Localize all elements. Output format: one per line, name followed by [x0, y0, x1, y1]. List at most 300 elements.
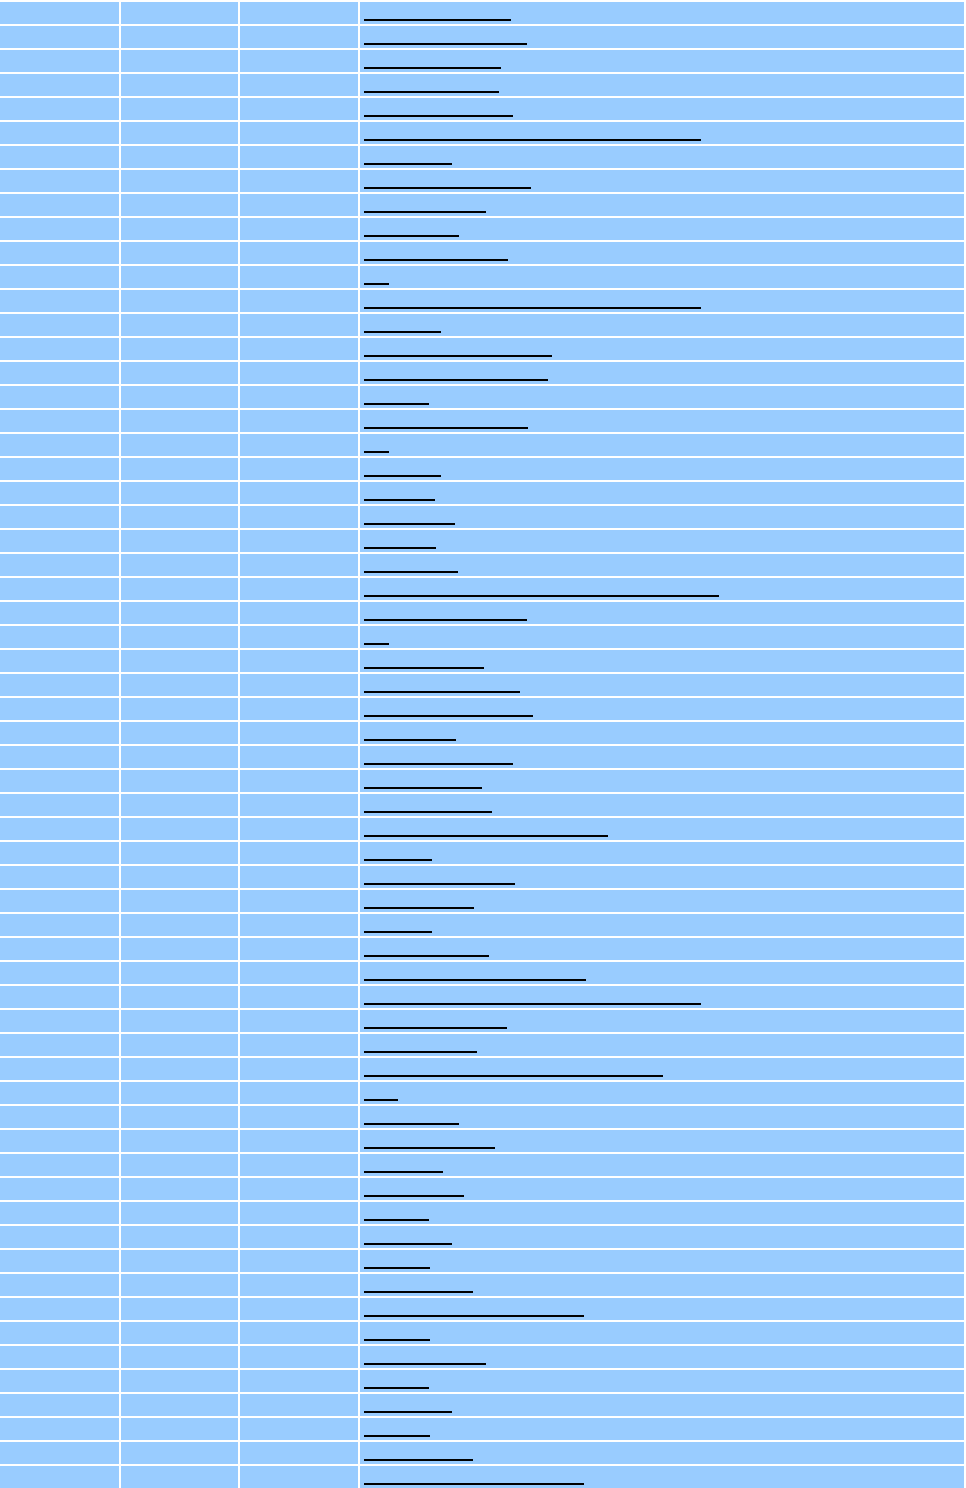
- table-cell-col2: [121, 1250, 238, 1272]
- table-cell-col2: [121, 914, 238, 936]
- table-cell-col2: [121, 506, 238, 528]
- table-cell-col1: [0, 1250, 119, 1272]
- table-row: [0, 1442, 966, 1464]
- table-cell-col4: [360, 1466, 964, 1488]
- table-cell-col2: [121, 866, 238, 888]
- table-row: [0, 2, 966, 24]
- table-row: [0, 650, 966, 672]
- table-cell-col4: [360, 842, 964, 864]
- table-cell-col3: [240, 1466, 358, 1488]
- table-cell-col2: [121, 434, 238, 456]
- table-cell-col4: [360, 866, 964, 888]
- link-underline[interactable]: [364, 163, 452, 165]
- table-row: [0, 1130, 966, 1152]
- table-row: [0, 602, 966, 624]
- table-cell-col3: [240, 218, 358, 240]
- table-cell-col4: [360, 1274, 964, 1296]
- table-cell-col1: [0, 1010, 119, 1032]
- table-cell-col1: [0, 458, 119, 480]
- link-underline[interactable]: [364, 907, 474, 909]
- link-underline[interactable]: [364, 523, 455, 525]
- link-underline[interactable]: [364, 307, 701, 309]
- table-row: [0, 938, 966, 960]
- table-row: [0, 146, 966, 168]
- table-cell-col4: [360, 962, 964, 984]
- table-cell-col2: [121, 1154, 238, 1176]
- link-underline[interactable]: [364, 67, 501, 69]
- table-cell-col3: [240, 1034, 358, 1056]
- table-cell-col2: [121, 1274, 238, 1296]
- table-row: [0, 338, 966, 360]
- table-row: [0, 362, 966, 384]
- link-underline[interactable]: [364, 1315, 584, 1317]
- table-cell-col4: [360, 50, 964, 72]
- table-cell-col2: [121, 242, 238, 264]
- table-cell-col1: [0, 1298, 119, 1320]
- link-underline[interactable]: [364, 1099, 398, 1101]
- table-row: [0, 578, 966, 600]
- table-cell-col2: [121, 314, 238, 336]
- link-underline[interactable]: [364, 763, 513, 765]
- table-cell-col2: [121, 1298, 238, 1320]
- table-row: [0, 698, 966, 720]
- link-underline[interactable]: [364, 1123, 459, 1125]
- table-row: [0, 842, 966, 864]
- table-row: [0, 1466, 966, 1488]
- table-cell-col4: [360, 1106, 964, 1128]
- table-cell-col4: [360, 1298, 964, 1320]
- table-cell-col4: [360, 218, 964, 240]
- table-cell-col2: [121, 770, 238, 792]
- table-cell-col2: [121, 746, 238, 768]
- table-cell-col2: [121, 1322, 238, 1344]
- link-underline[interactable]: [364, 1483, 584, 1485]
- table-cell-col2: [121, 26, 238, 48]
- table-cell-col4: [360, 1082, 964, 1104]
- link-underline[interactable]: [364, 691, 520, 693]
- table-cell-col4: [360, 170, 964, 192]
- table-cell-col4: [360, 194, 964, 216]
- table-row: [0, 1058, 966, 1080]
- table-cell-col2: [121, 1394, 238, 1416]
- table-cell-col2: [121, 386, 238, 408]
- table-cell-col3: [240, 506, 358, 528]
- table-cell-col2: [121, 626, 238, 648]
- link-underline[interactable]: [364, 859, 432, 861]
- link-underline[interactable]: [364, 1291, 473, 1293]
- table-cell-col2: [121, 266, 238, 288]
- table-cell-col2: [121, 50, 238, 72]
- table-cell-col2: [121, 1130, 238, 1152]
- link-underline[interactable]: [364, 1411, 452, 1413]
- link-underline[interactable]: [364, 979, 586, 981]
- table-cell-col4: [360, 2, 964, 24]
- link-underline[interactable]: [364, 379, 548, 381]
- table-row: [0, 434, 966, 456]
- table-row: [0, 746, 966, 768]
- table-cell-col4: [360, 314, 964, 336]
- table-cell-col3: [240, 722, 358, 744]
- table-cell-col3: [240, 602, 358, 624]
- table-cell-col1: [0, 986, 119, 1008]
- table-cell-col4: [360, 770, 964, 792]
- link-underline[interactable]: [364, 1003, 701, 1005]
- table-cell-col2: [121, 482, 238, 504]
- table-cell-col3: [240, 818, 358, 840]
- table-cell-col3: [240, 2, 358, 24]
- table-cell-col3: [240, 1370, 358, 1392]
- table-row: [0, 1394, 966, 1416]
- table-row: [0, 314, 966, 336]
- table-cell-col3: [240, 50, 358, 72]
- table-row: [0, 266, 966, 288]
- table-cell-col2: [121, 122, 238, 144]
- table-row: [0, 1178, 966, 1200]
- table-cell-col3: [240, 242, 358, 264]
- table-cell-col4: [360, 938, 964, 960]
- link-underline[interactable]: [364, 331, 441, 333]
- link-underline[interactable]: [364, 1387, 429, 1389]
- table-row: [0, 1298, 966, 1320]
- table-row: [0, 1106, 966, 1128]
- table-cell-col2: [121, 1346, 238, 1368]
- link-underline[interactable]: [364, 1435, 430, 1437]
- table-row: [0, 170, 966, 192]
- table-cell-col1: [0, 2, 119, 24]
- table-cell-col2: [121, 2, 238, 24]
- table-cell-col3: [240, 1274, 358, 1296]
- table-row: [0, 1154, 966, 1176]
- table-cell-col2: [121, 170, 238, 192]
- link-underline[interactable]: [364, 1171, 443, 1173]
- table-cell-col1: [0, 122, 119, 144]
- table-cell-col2: [121, 578, 238, 600]
- link-underline[interactable]: [364, 19, 511, 21]
- table-row: [0, 1082, 966, 1104]
- table-cell-col2: [121, 674, 238, 696]
- table-cell-col2: [121, 986, 238, 1008]
- table-cell-col1: [0, 1346, 119, 1368]
- table-row: [0, 1322, 966, 1344]
- table-row: [0, 722, 966, 744]
- table-cell-col4: [360, 266, 964, 288]
- link-underline[interactable]: [364, 283, 389, 285]
- table-cell-col3: [240, 458, 358, 480]
- table-cell-col1: [0, 194, 119, 216]
- table-cell-col3: [240, 1298, 358, 1320]
- table-cell-col1: [0, 266, 119, 288]
- table-cell-col3: [240, 26, 358, 48]
- table-cell-col3: [240, 1178, 358, 1200]
- table-cell-col4: [360, 338, 964, 360]
- table-cell-col2: [121, 1178, 238, 1200]
- table-row: [0, 1010, 966, 1032]
- table-cell-col2: [121, 1082, 238, 1104]
- table-cell-col4: [360, 386, 964, 408]
- table-cell-col3: [240, 1322, 358, 1344]
- link-underline[interactable]: [364, 1147, 495, 1149]
- table-cell-col3: [240, 314, 358, 336]
- table-cell-col3: [240, 1106, 358, 1128]
- link-underline[interactable]: [364, 259, 508, 261]
- table-cell-col4: [360, 626, 964, 648]
- table-cell-col4: [360, 818, 964, 840]
- table-cell-col3: [240, 386, 358, 408]
- table-cell-col3: [240, 434, 358, 456]
- table-row: [0, 1034, 966, 1056]
- table-cell-col3: [240, 626, 358, 648]
- table-cell-col3: [240, 1154, 358, 1176]
- table-cell-col1: [0, 866, 119, 888]
- table-cell-col1: [0, 506, 119, 528]
- table-cell-col4: [360, 722, 964, 744]
- table-row: [0, 626, 966, 648]
- table-cell-col4: [360, 1322, 964, 1344]
- table-cell-col1: [0, 386, 119, 408]
- table-cell-col3: [240, 530, 358, 552]
- table-row: [0, 674, 966, 696]
- table-cell-col3: [240, 1202, 358, 1224]
- table-row: [0, 554, 966, 576]
- table-cell-col3: [240, 1058, 358, 1080]
- table-cell-col4: [360, 482, 964, 504]
- table-row: [0, 890, 966, 912]
- table-cell-col4: [360, 746, 964, 768]
- table-cell-col3: [240, 1442, 358, 1464]
- table-cell-col1: [0, 914, 119, 936]
- table-row: [0, 866, 966, 888]
- link-underline[interactable]: [364, 595, 719, 597]
- table-row: [0, 194, 966, 216]
- table-cell-col2: [121, 794, 238, 816]
- table-row: [0, 26, 966, 48]
- table-row: [0, 1274, 966, 1296]
- table-cell-col3: [240, 842, 358, 864]
- table-cell-col1: [0, 1058, 119, 1080]
- table-cell-col2: [121, 74, 238, 96]
- link-underline[interactable]: [364, 1459, 473, 1461]
- table-cell-col1: [0, 530, 119, 552]
- table-cell-col1: [0, 554, 119, 576]
- table-cell-col1: [0, 1274, 119, 1296]
- table-cell-col3: [240, 986, 358, 1008]
- table-cell-col4: [360, 1010, 964, 1032]
- table-cell-col2: [121, 1058, 238, 1080]
- table-cell-col4: [360, 914, 964, 936]
- table-cell-col1: [0, 146, 119, 168]
- table-row: [0, 794, 966, 816]
- table-cell-col2: [121, 98, 238, 120]
- table-cell-col4: [360, 890, 964, 912]
- table-cell-col4: [360, 986, 964, 1008]
- table-cell-col3: [240, 674, 358, 696]
- table-cell-col3: [240, 1394, 358, 1416]
- link-underline[interactable]: [364, 1363, 486, 1365]
- link-underline[interactable]: [364, 91, 499, 93]
- table-cell-col4: [360, 26, 964, 48]
- link-underline[interactable]: [364, 955, 489, 957]
- table-cell-col4: [360, 1202, 964, 1224]
- table-row: [0, 962, 966, 984]
- table-cell-col4: [360, 1418, 964, 1440]
- link-underline[interactable]: [364, 667, 484, 669]
- table-cell-col4: [360, 1130, 964, 1152]
- table-cell-col4: [360, 554, 964, 576]
- link-underline[interactable]: [364, 1051, 477, 1053]
- link-underline[interactable]: [364, 43, 527, 45]
- link-underline[interactable]: [364, 787, 482, 789]
- link-underline[interactable]: [364, 139, 701, 141]
- table-cell-col1: [0, 962, 119, 984]
- table-cell-col2: [121, 1226, 238, 1248]
- table-cell-col2: [121, 818, 238, 840]
- table-cell-col1: [0, 1466, 119, 1488]
- link-underline[interactable]: [364, 1243, 452, 1245]
- link-underline[interactable]: [364, 451, 389, 453]
- link-underline[interactable]: [364, 571, 458, 573]
- link-underline[interactable]: [364, 931, 432, 933]
- table-cell-col2: [121, 1466, 238, 1488]
- table-cell-col1: [0, 1418, 119, 1440]
- table-cell-col1: [0, 1202, 119, 1224]
- table-cell-col1: [0, 170, 119, 192]
- table-cell-col4: [360, 1370, 964, 1392]
- link-underline[interactable]: [364, 235, 459, 237]
- table-cell-col4: [360, 458, 964, 480]
- table-cell-col4: [360, 1226, 964, 1248]
- table-cell-col4: [360, 1442, 964, 1464]
- table-cell-col1: [0, 842, 119, 864]
- table-row: [0, 530, 966, 552]
- table-cell-col1: [0, 602, 119, 624]
- table-cell-col4: [360, 362, 964, 384]
- table-cell-col4: [360, 578, 964, 600]
- table-row: [0, 1418, 966, 1440]
- table-cell-col1: [0, 1178, 119, 1200]
- table-cell-col2: [121, 1010, 238, 1032]
- table-cell-col4: [360, 122, 964, 144]
- link-underline[interactable]: [364, 835, 608, 837]
- link-underline[interactable]: [364, 1339, 430, 1341]
- table-cell-col3: [240, 410, 358, 432]
- table-cell-col2: [121, 458, 238, 480]
- table-cell-col3: [240, 866, 358, 888]
- table-cell-col1: [0, 1154, 119, 1176]
- table-cell-col3: [240, 1130, 358, 1152]
- table-cell-col1: [0, 362, 119, 384]
- table-row: [0, 122, 966, 144]
- table-cell-col1: [0, 314, 119, 336]
- table-cell-col2: [121, 290, 238, 312]
- link-underline[interactable]: [364, 499, 435, 501]
- table-cell-col3: [240, 74, 358, 96]
- link-underline[interactable]: [364, 547, 436, 549]
- table-cell-col2: [121, 1202, 238, 1224]
- table-cell-col2: [121, 962, 238, 984]
- table-cell-col1: [0, 410, 119, 432]
- table-cell-col2: [121, 1106, 238, 1128]
- table-cell-col3: [240, 1418, 358, 1440]
- table-row: [0, 914, 966, 936]
- table-row: [0, 410, 966, 432]
- table-cell-col4: [360, 1250, 964, 1272]
- link-underline[interactable]: [364, 475, 441, 477]
- link-underline[interactable]: [364, 1075, 663, 1077]
- link-underline[interactable]: [364, 211, 486, 213]
- link-underline[interactable]: [364, 1267, 430, 1269]
- table-row: [0, 242, 966, 264]
- table-cell-col3: [240, 290, 358, 312]
- table-cell-col2: [121, 362, 238, 384]
- table-cell-col3: [240, 1346, 358, 1368]
- table-row: [0, 386, 966, 408]
- table-cell-col2: [121, 842, 238, 864]
- table-cell-col1: [0, 1106, 119, 1128]
- table-row: [0, 98, 966, 120]
- table-cell-col3: [240, 914, 358, 936]
- link-underline[interactable]: [364, 883, 515, 885]
- link-underline[interactable]: [364, 427, 528, 429]
- table-cell-col2: [121, 530, 238, 552]
- table-cell-col3: [240, 194, 358, 216]
- link-underline[interactable]: [364, 1219, 429, 1221]
- link-underline[interactable]: [364, 187, 531, 189]
- link-underline[interactable]: [364, 715, 533, 717]
- table-cell-col4: [360, 434, 964, 456]
- table-cell-col2: [121, 218, 238, 240]
- table-cell-col1: [0, 218, 119, 240]
- link-underline[interactable]: [364, 619, 527, 621]
- table-cell-col1: [0, 1082, 119, 1104]
- table-cell-col3: [240, 770, 358, 792]
- table-cell-col4: [360, 1058, 964, 1080]
- table-cell-col4: [360, 1154, 964, 1176]
- table-cell-col2: [121, 722, 238, 744]
- table-cell-col3: [240, 1010, 358, 1032]
- table-row: [0, 1370, 966, 1392]
- table-cell-col2: [121, 1418, 238, 1440]
- link-underline[interactable]: [364, 403, 429, 405]
- table-cell-col1: [0, 746, 119, 768]
- link-underline[interactable]: [364, 739, 456, 741]
- link-underline[interactable]: [364, 1027, 507, 1029]
- table-cell-col3: [240, 170, 358, 192]
- table-cell-col4: [360, 290, 964, 312]
- link-underline[interactable]: [364, 811, 492, 813]
- table-cell-col1: [0, 650, 119, 672]
- table-cell-col1: [0, 74, 119, 96]
- table-cell-col4: [360, 794, 964, 816]
- link-underline[interactable]: [364, 355, 552, 357]
- table-cell-col1: [0, 770, 119, 792]
- table-cell-col4: [360, 650, 964, 672]
- table-cell-col3: [240, 1250, 358, 1272]
- link-underline[interactable]: [364, 1195, 464, 1197]
- table-cell-col2: [121, 938, 238, 960]
- table-cell-col2: [121, 1034, 238, 1056]
- table-row: [0, 818, 966, 840]
- table-cell-col1: [0, 242, 119, 264]
- table-row: [0, 1346, 966, 1368]
- table-cell-col4: [360, 1178, 964, 1200]
- table-cell-col1: [0, 26, 119, 48]
- table-row: [0, 74, 966, 96]
- link-underline[interactable]: [364, 115, 513, 117]
- table-row: [0, 986, 966, 1008]
- link-underline[interactable]: [364, 643, 389, 645]
- table-cell-col1: [0, 1370, 119, 1392]
- table-cell-col3: [240, 650, 358, 672]
